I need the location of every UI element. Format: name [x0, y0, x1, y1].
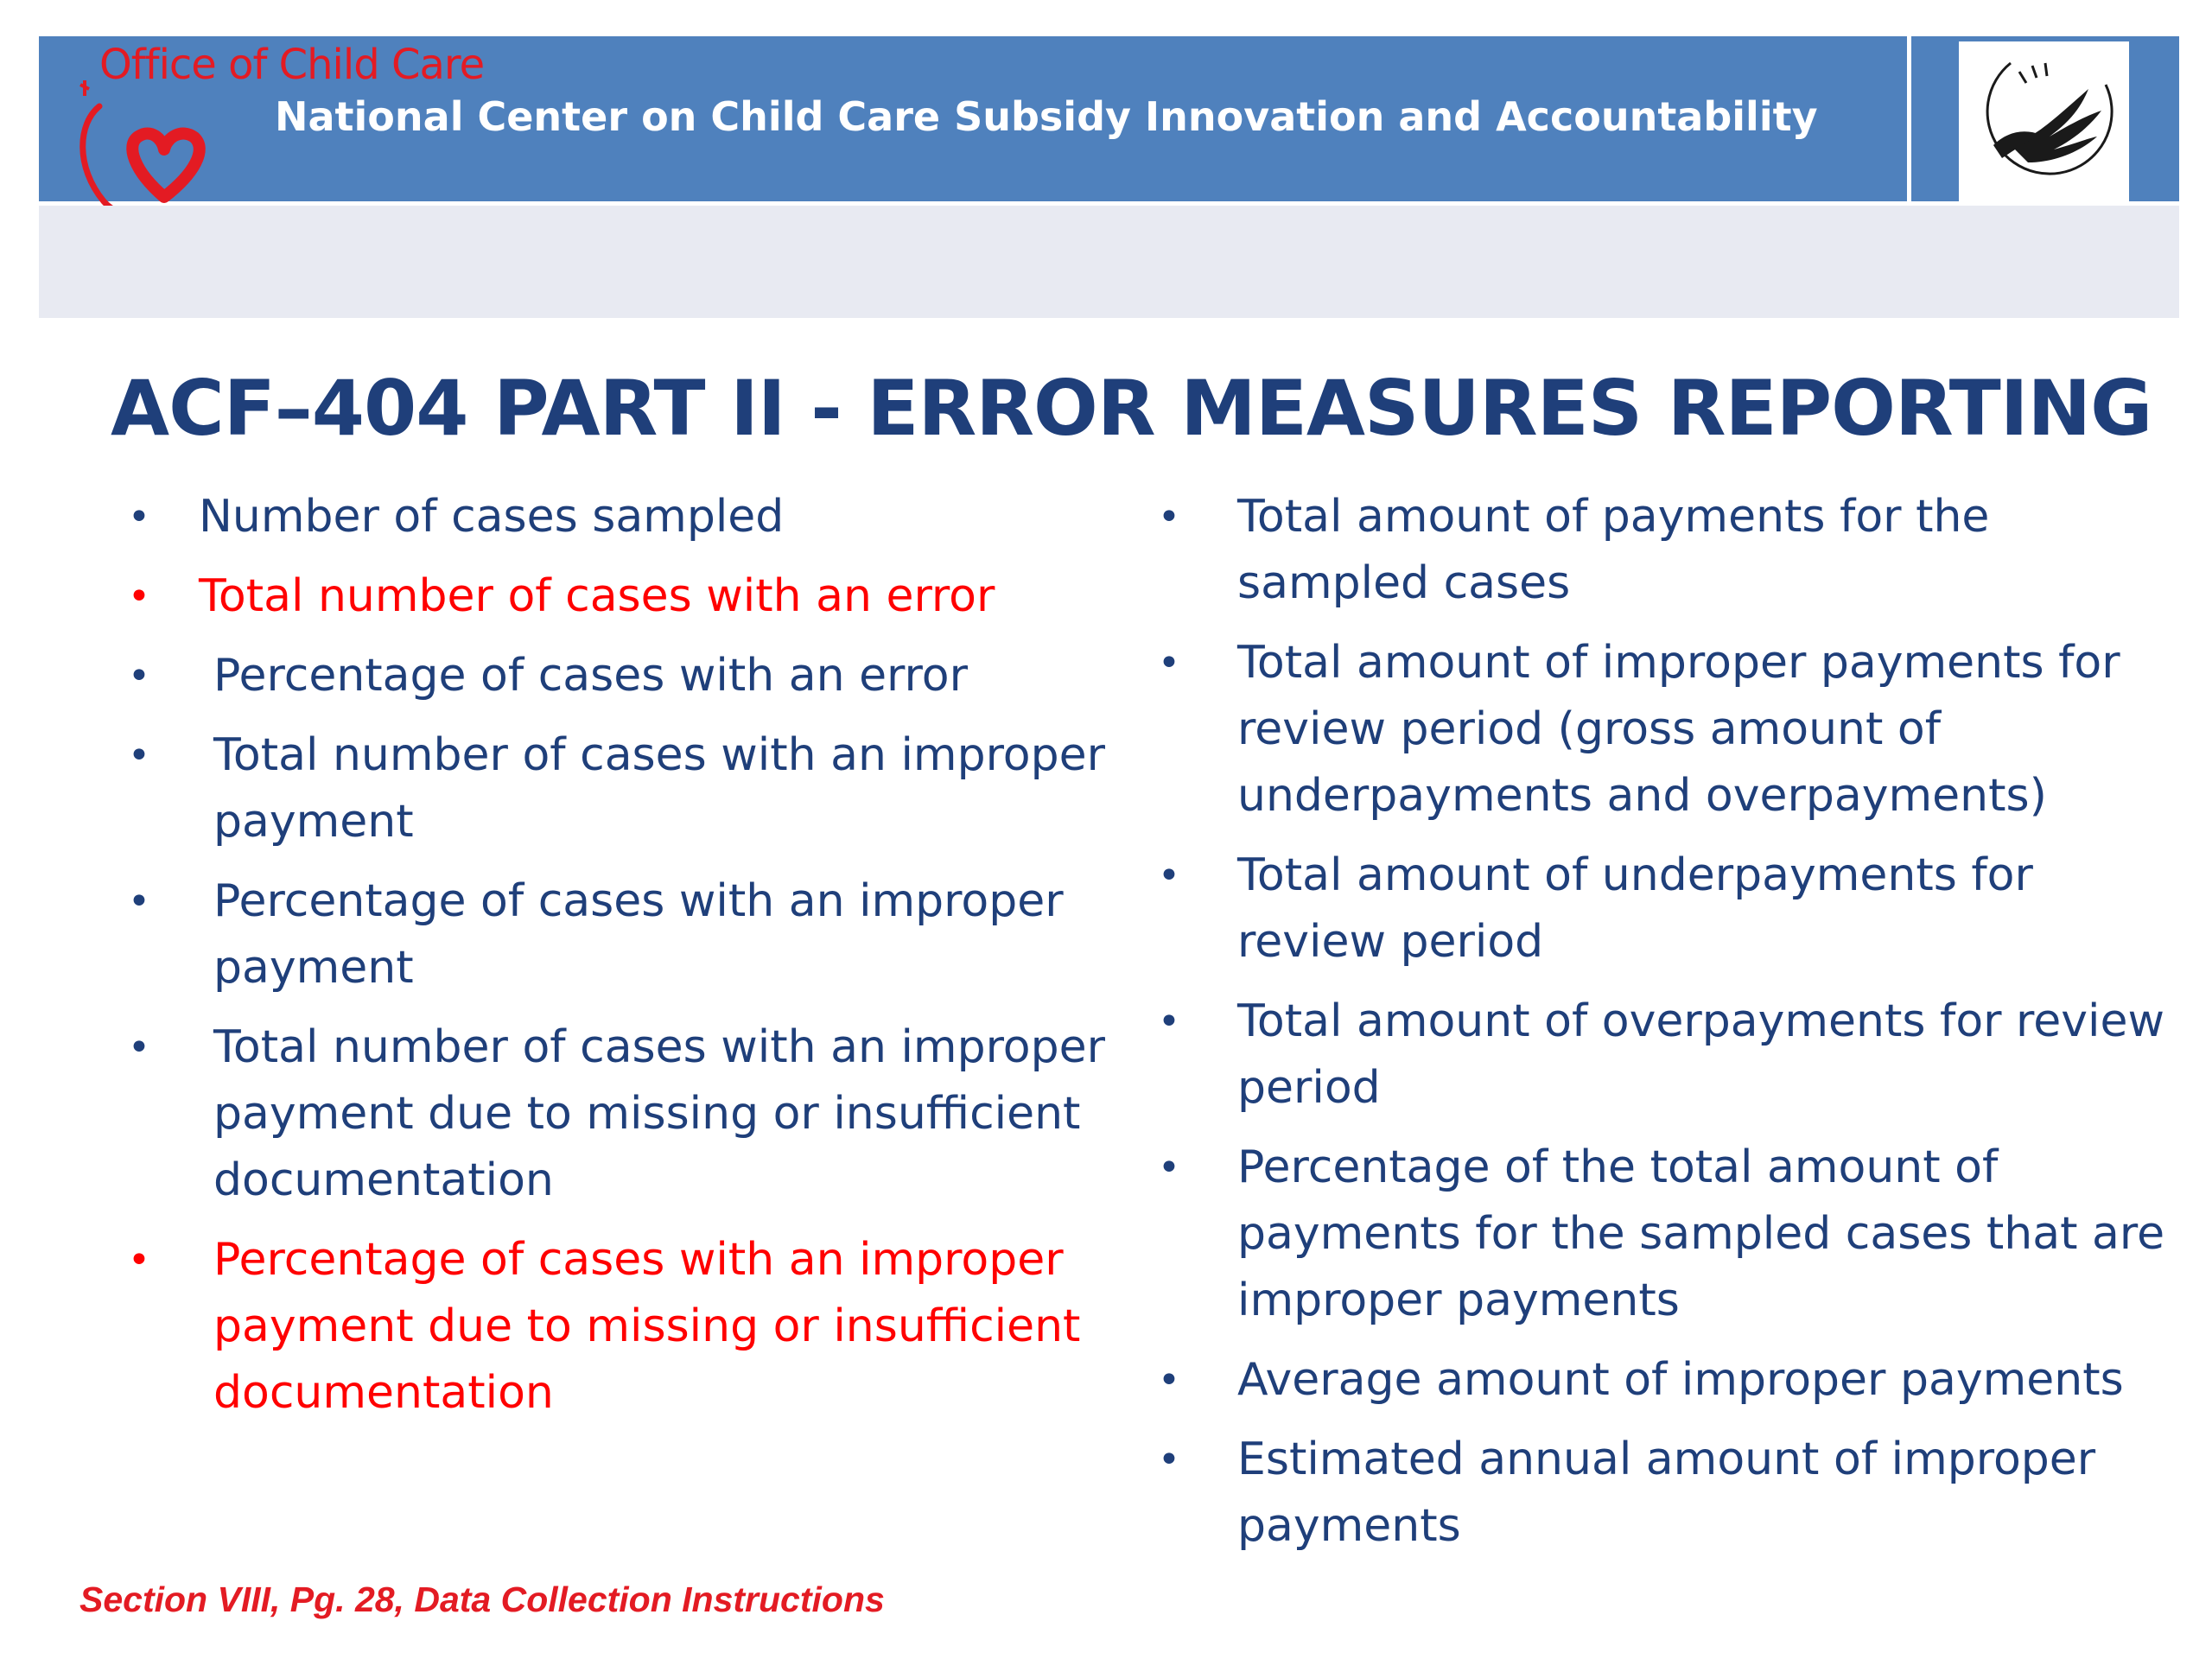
list-item: • Total amount of overpayments for review period [1237, 988, 2179, 1122]
list-item: • Total amount of improper payments for review period (gross amount of underpayments and overpayments) [1237, 630, 2179, 830]
list-item: • Estimated annual amount of improper payments [1237, 1427, 2179, 1560]
list-item: • Total number of cases with an improper payment [199, 722, 1106, 855]
banner-subtitle: National Center on Child Care Subsidy Innovation and Accountability [275, 93, 1818, 140]
footer-source-note: Section VIII, Pg. 28, Data Collection Instructions [79, 1580, 885, 1619]
list-item: • Percentage of cases with an error [199, 643, 1106, 709]
list-item: • Total number of cases with an improper payment due to missing or insufficient documentation [199, 1014, 1106, 1214]
logo-text: Office of Child Care [99, 41, 485, 89]
hhs-seal [1959, 41, 2129, 201]
list-item: • Total amount of underpayments for review period [1237, 842, 2179, 976]
list-item: • Total amount of payments for the sampled cases [1237, 484, 2179, 617]
list-item: • Average amount of improper payments [1237, 1347, 2179, 1414]
list-item: • Percentage of the total amount of payments for the sampled cases that are improper payments [1237, 1135, 2179, 1334]
list-item-highlighted: • Total number of cases with an error [199, 563, 1106, 630]
list-item: • Number of cases sampled [199, 484, 1106, 550]
hhs-seal-icon [1959, 41, 2129, 201]
sub-header-band [39, 206, 2179, 318]
banner-divider [1907, 36, 1911, 201]
left-bullet-list [199, 484, 1106, 1440]
slide-title: ACF–404 PART II - ERROR MEASURES REPORTING [111, 364, 2152, 453]
list-item: • Percentage of cases with an improper payment [199, 868, 1106, 1001]
list-item-highlighted: • Percentage of cases with an improper payment due to missing or insufficient documentation [199, 1227, 1106, 1427]
right-bullet-list [1237, 484, 2179, 1573]
